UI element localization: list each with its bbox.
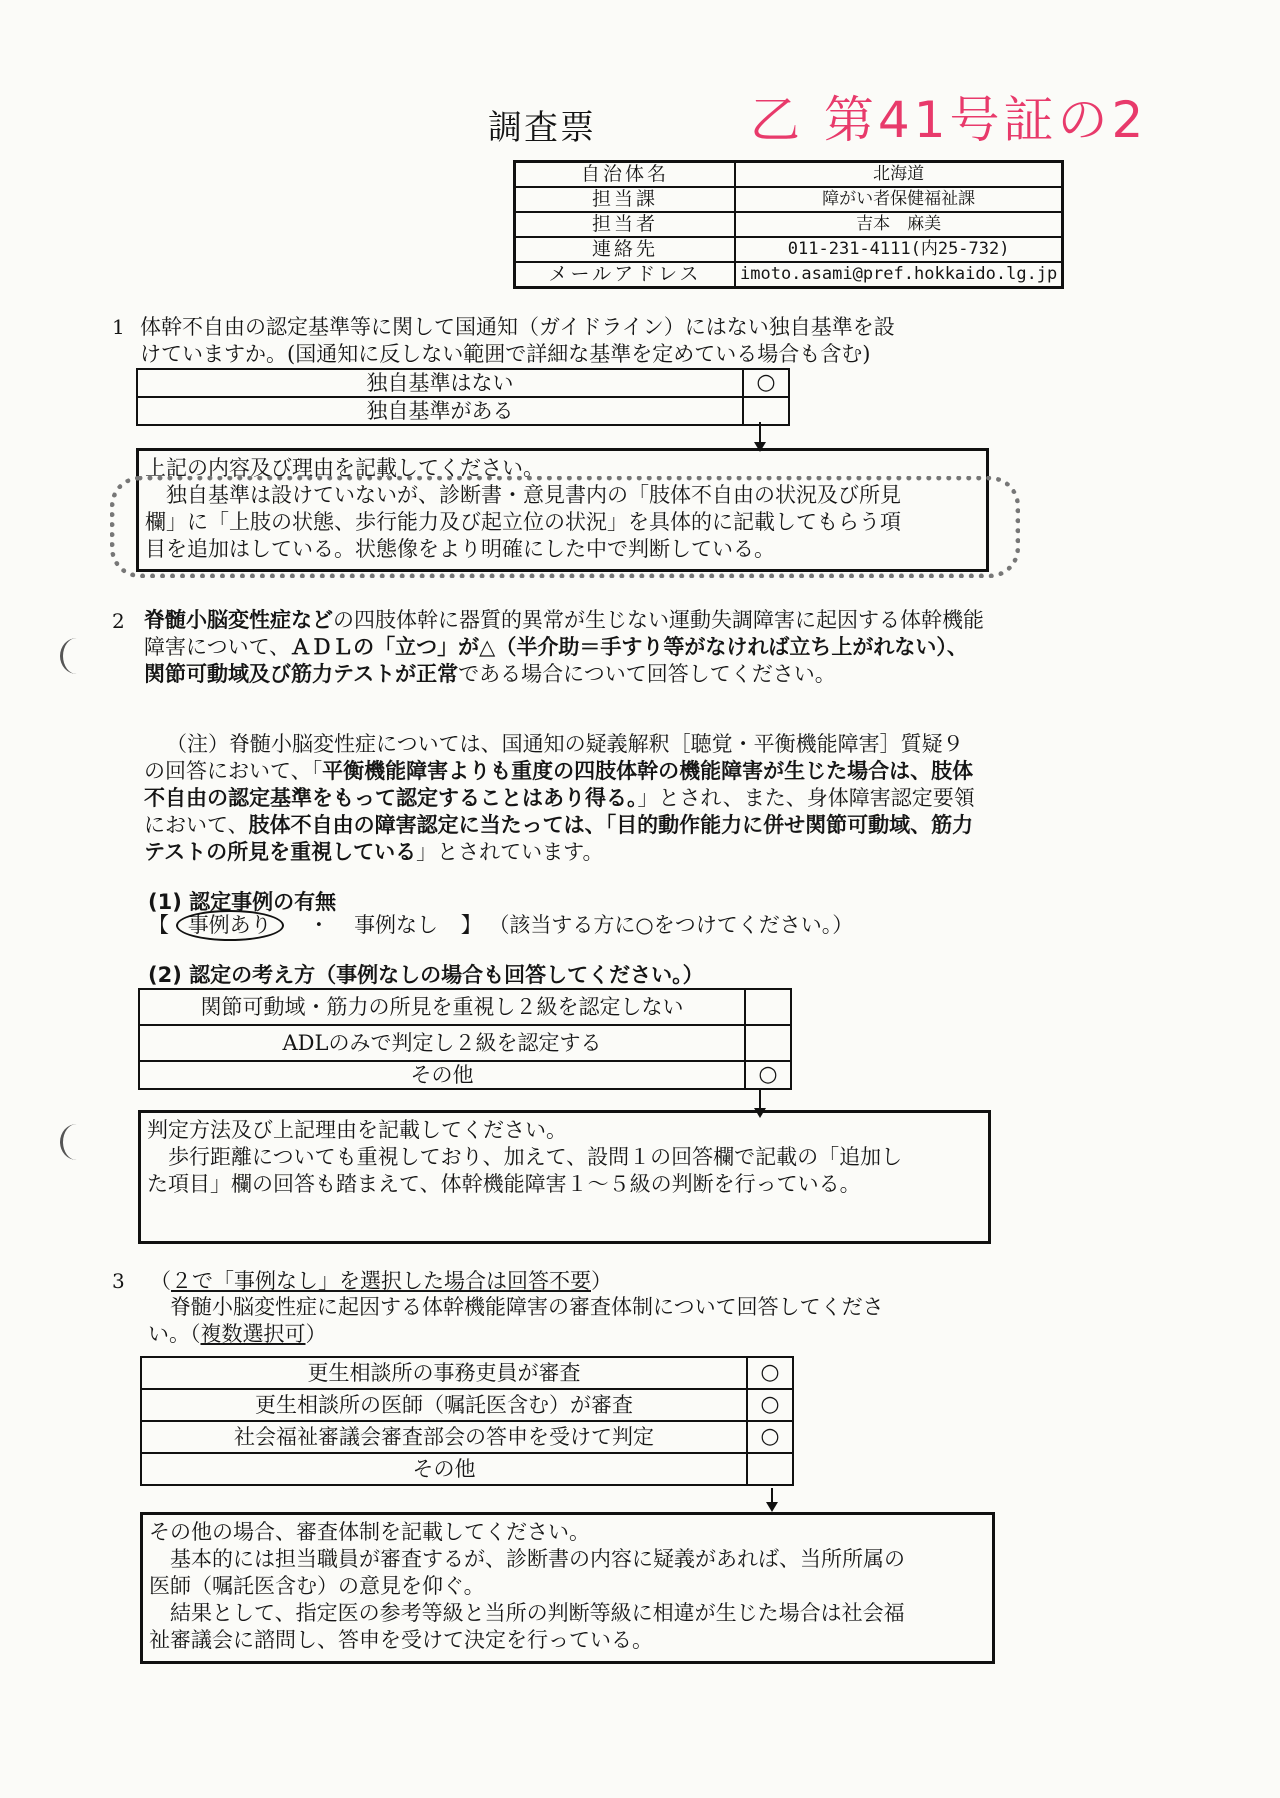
- punch-hole-mark: [60, 1124, 93, 1160]
- question-text-part: ＡＤＬの「立つ」が△（半介助＝手すり等がなければ立ち上がれない）、関節可動域及び筋力テストが正常: [144, 635, 968, 686]
- q2-options-table: [138, 988, 792, 1090]
- answer-box-heading: 上記の内容及び理由を記載してください。: [145, 456, 544, 480]
- info-value: 011-231-4111(内25-732): [735, 237, 1063, 262]
- answer-line: 結果として、指定医の参考等級と当所の判断等級に相違が生じた場合は社会福: [149, 1601, 905, 1625]
- option-label: ADLのみで判定し２級を認定する: [139, 1025, 745, 1061]
- option-row[interactable]: [139, 1061, 791, 1089]
- info-label: 自治体名: [515, 162, 736, 188]
- option-checkbox[interactable]: ○: [745, 1061, 791, 1089]
- answer-line: 欄」に「上肢の状態、歩行能力及び起立位の状況」を具体的に記載してもらう項: [145, 510, 901, 534]
- info-row: [515, 162, 1063, 188]
- option-label: 独自基準がある: [137, 397, 743, 425]
- question-text: [140, 314, 990, 368]
- subquestion-title: (2) 認定の考え方（事例なしの場合も回答してください。）: [148, 963, 704, 987]
- question-text-part: である場合について回答してください。: [458, 662, 836, 686]
- option-checkbox[interactable]: [747, 1453, 793, 1485]
- info-value: 北海道: [735, 162, 1063, 188]
- info-row: [515, 212, 1063, 237]
- note-part: 」とされています。: [416, 840, 604, 864]
- question-number: 3: [112, 1269, 125, 1293]
- choice-instruction: （該当する方に○をつけてください。）: [488, 913, 854, 937]
- info-label: メールアドレス: [515, 262, 736, 288]
- option-row[interactable]: [137, 369, 789, 397]
- question-condition: [150, 1268, 612, 1295]
- condition-text: ２で「事例なし」を選択した場合は: [171, 1269, 507, 1293]
- bracket-close: 】: [460, 913, 482, 937]
- option-label: 更生相談所の医師（嘱託医含む）が審査: [141, 1389, 747, 1421]
- option-row[interactable]: [137, 397, 789, 425]
- case-existence-choice: [148, 910, 853, 941]
- note-part: 平衡機能障害よりも重度の四肢体幹の機能障害が生じた場合は、肢体不自由の認定基準をもって認定することはあり得る。: [144, 759, 974, 810]
- option-row[interactable]: [141, 1357, 793, 1389]
- info-row: [515, 237, 1063, 262]
- option-checkbox[interactable]: ○: [743, 369, 789, 397]
- q3-answer-box: [140, 1512, 995, 1664]
- q3-options-table: [140, 1356, 794, 1486]
- answer-line: 祉審議会に諮問し、答申を受けて決定を行っている。: [149, 1628, 653, 1652]
- info-label: 担当者: [515, 212, 736, 237]
- answer-line: 目を追加はしている。状態像をより明確にした中で判断している。: [145, 537, 775, 561]
- paren-open: （: [150, 1269, 171, 1293]
- option-label: その他: [139, 1061, 745, 1089]
- answer-line: た項目」欄の回答も踏まえて、体幹機能障害１～５級の判断を行っている。: [147, 1172, 861, 1196]
- answer-line: 医師（嘱託医含む）の意見を仰ぐ。: [149, 1574, 485, 1598]
- option-label: 独自基準はない: [137, 369, 743, 397]
- question-number: 1: [112, 315, 125, 339]
- choice-case-yes[interactable]: 事例あり: [176, 910, 284, 941]
- option-checkbox[interactable]: ○: [747, 1357, 793, 1389]
- q2-answer-box: [138, 1110, 991, 1244]
- paren-close: ）: [591, 1269, 612, 1293]
- option-row[interactable]: [141, 1453, 793, 1485]
- option-label: 関節可動域・筋力の所見を重視し２級を認定しない: [139, 989, 745, 1025]
- info-label: 担当課: [515, 187, 736, 212]
- option-row[interactable]: [139, 989, 791, 1025]
- option-label: その他: [141, 1453, 747, 1485]
- option-label: 更生相談所の事務吏員が審査: [141, 1357, 747, 1389]
- highlight-dotted-outline: [110, 476, 1020, 578]
- info-row: [515, 187, 1063, 212]
- question-text-line: [148, 1321, 998, 1348]
- subquestion-title: (1) 認定事例の有無: [148, 890, 337, 914]
- info-value: imoto.asami@pref.hokkaido.lg.jp: [735, 262, 1063, 288]
- note-part: 」とされ、また、身体障害認定要領において、: [144, 786, 975, 837]
- info-value: 障がい者保健福祉課: [735, 187, 1063, 212]
- text-part: ）: [305, 1322, 327, 1346]
- note-part: 肢体不自由の障害認定に当たっては、「目的動作能力に併せ関節可動域、筋力テストの所見を重視している: [144, 813, 974, 864]
- respondent-info-table: [513, 160, 1064, 289]
- question-text-line: 脊髄小脳変性症に起因する体幹機能障害の審査体制について回答してくださ: [170, 1295, 884, 1319]
- option-row[interactable]: [139, 1025, 791, 1061]
- note-part: （注）脊髄小脳変性症については、国通知の疑義解釈［聴覚・平衡機能障害］質疑９の回答において、「: [144, 732, 964, 783]
- answer-line: 歩行距離についても重視しており、加えて、設問１の回答欄で記載の「追加し: [147, 1145, 903, 1169]
- exhibit-stamp: 乙 第41号証の2: [750, 91, 1148, 149]
- answer-box-heading: 判定方法及び上記理由を記載してください。: [147, 1118, 567, 1142]
- question-text-part: の四肢体幹に器質的異常が生じない運動失調障害に起因する体幹機能障害について、: [144, 608, 984, 659]
- answer-box-heading: その他の場合、審査体制を記載してください。: [149, 1520, 590, 1544]
- punch-hole-mark: [60, 638, 93, 674]
- info-label: 連絡先: [515, 237, 736, 262]
- multi-select-note: 複数選択可: [200, 1322, 306, 1346]
- question-text-line: けていますか。(国通知に反しない範囲で詳細な基準を定めている場合も含む): [140, 342, 871, 366]
- choice-separator: ・: [308, 913, 330, 937]
- option-checkbox[interactable]: [745, 1025, 791, 1061]
- text-part: い。（: [148, 1322, 201, 1346]
- q1-options-table: [136, 368, 790, 426]
- answer-line: 独自基準は設けていないが、診断書・意見書内の「肢体不自由の状況及び所見: [145, 483, 901, 507]
- option-label: 社会福祉審議会審査部会の答申を受けて判定: [141, 1421, 747, 1453]
- page-title: 調査票: [488, 108, 596, 148]
- answer-line: 基本的には担当職員が審査するが、診断書の内容に疑義があれば、当所所属の: [149, 1547, 905, 1571]
- option-checkbox[interactable]: [743, 397, 789, 425]
- option-checkbox[interactable]: ○: [747, 1389, 793, 1421]
- option-row[interactable]: [141, 1389, 793, 1421]
- option-checkbox[interactable]: [745, 989, 791, 1025]
- question-number: 2: [112, 609, 125, 633]
- bracket-open: 【: [148, 913, 169, 937]
- info-value: 吉本 麻美: [735, 212, 1063, 237]
- option-row[interactable]: [141, 1421, 793, 1453]
- condition-no-answer: 回答不要: [507, 1269, 591, 1293]
- question-text-line: 体幹不自由の認定基準等に関して国通知（ガイドライン）にはない独自基準を設: [140, 315, 895, 339]
- option-checkbox[interactable]: ○: [747, 1421, 793, 1453]
- question-text: [144, 607, 984, 688]
- question-text: [148, 1294, 998, 1348]
- question-note: [144, 731, 984, 866]
- question-text-part: 脊髄小脳変性症など: [144, 608, 333, 632]
- choice-case-no[interactable]: 事例なし: [354, 913, 439, 937]
- info-row: [515, 262, 1063, 288]
